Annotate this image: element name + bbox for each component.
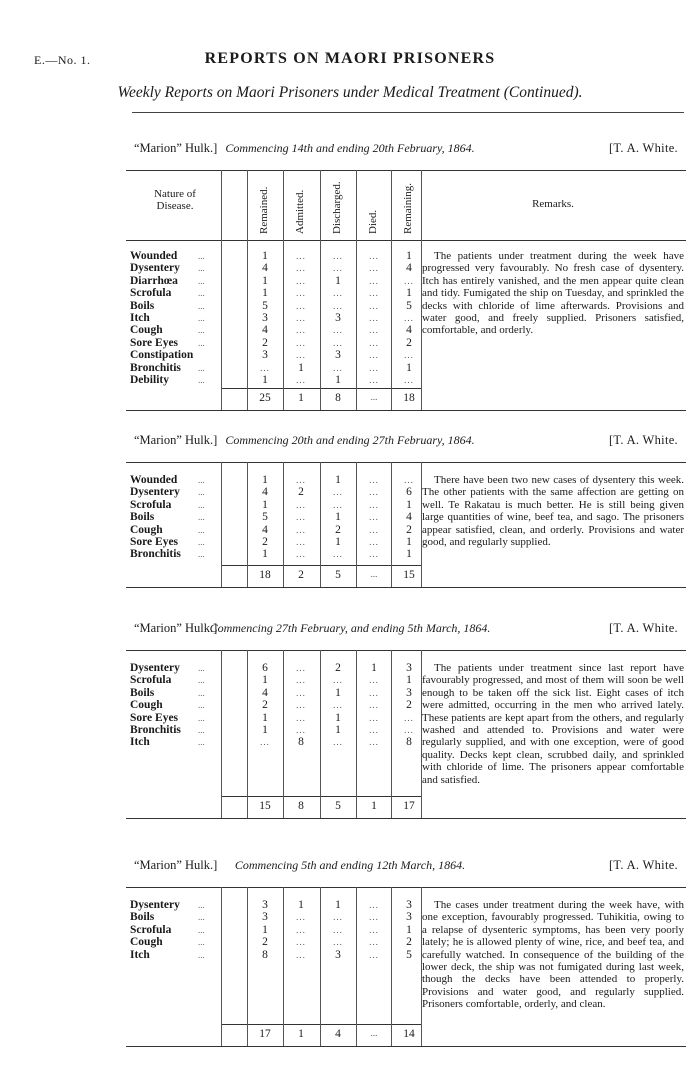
table-cell: 1 xyxy=(298,361,304,374)
disease-name: Debility xyxy=(130,374,169,386)
leader-dots: ... xyxy=(198,924,205,935)
leader-dots: ... xyxy=(198,712,205,723)
leader-dots: ... xyxy=(198,675,205,686)
table-cell: 5 xyxy=(406,948,412,961)
table-cell: ... xyxy=(333,288,343,299)
leader-dots: ... xyxy=(198,663,205,673)
disease-name: Scrofula xyxy=(130,287,172,300)
leader-dots: ... xyxy=(198,499,205,510)
table-cell: 1 xyxy=(371,662,377,674)
disease-name: Itch xyxy=(130,736,150,749)
table-cell: ... xyxy=(296,300,306,311)
table-cell: 6 xyxy=(262,662,268,674)
table-cell: ... xyxy=(333,700,343,711)
table-cell: 2 xyxy=(262,936,268,949)
report-table xyxy=(126,170,686,410)
total-cell: 5 xyxy=(335,800,341,812)
leader-dots: ... xyxy=(198,737,205,748)
medical-officer: [T. A. White. xyxy=(608,621,678,635)
disease-name: Itch xyxy=(130,312,150,324)
table-cell: ... xyxy=(333,362,343,373)
table-cell: ... xyxy=(369,924,379,935)
table-cell: ... xyxy=(369,512,379,523)
table-cell: 1 xyxy=(262,474,268,486)
total-cell: 5 xyxy=(335,568,341,581)
table-bottom-rule xyxy=(126,1046,686,1047)
table-cell: 1 xyxy=(262,711,268,724)
disease-name: Dysentery xyxy=(130,662,180,674)
page-subtitle: Weekly Reports on Maori Prisoners under Medical Treatment (Continued). xyxy=(117,84,583,101)
table-cell: ... xyxy=(260,737,270,748)
table-cell: 1 xyxy=(406,361,412,374)
table-cell: 4 xyxy=(406,324,412,337)
table-cell: 2 xyxy=(262,699,268,712)
disease-name: Boils xyxy=(130,511,155,524)
remarks-text xyxy=(422,474,684,548)
table-cell: ... xyxy=(333,924,343,935)
table-bottom-rule xyxy=(126,587,686,588)
disease-name: Scrofula xyxy=(130,674,172,687)
table-cell: ... xyxy=(369,937,379,948)
table-cell: 2 xyxy=(335,523,341,536)
table-cell: 1 xyxy=(335,686,341,699)
table-cell: 3 xyxy=(262,349,268,362)
total-cell: 25 xyxy=(259,392,271,405)
column-header-admitted: Admitted. xyxy=(294,189,306,234)
medical-officer: [T. A. White. xyxy=(608,141,678,155)
remarks-paragraph: The patients under treatment since last report have favourably progressed, and most of them will soon be well enough to be taken off the sick list. Eight cases of itch were admitted, occurring in the men who arrived lately. These patients are kept apart from the others, and regularly washed and attended to. Provisions and water were regularly supplied, and with one exception, were of good quality. Decks kept clean, scrubbed daily, and sprinkled with chloride of lime. The prisoners appear comfortable and satisfied. xyxy=(422,662,684,786)
table-cell: 3 xyxy=(262,899,268,911)
column-rule xyxy=(221,462,222,587)
table-cell: 1 xyxy=(335,711,341,724)
table-cell: 6 xyxy=(406,486,412,499)
leader-dots: ... xyxy=(198,900,205,910)
disease-name: Wounded xyxy=(130,250,178,262)
remarks-column-header: Remarks. xyxy=(532,198,574,210)
table-cell: ... xyxy=(296,263,306,274)
table-cell: ... xyxy=(296,375,306,385)
table-cell: ... xyxy=(296,537,306,547)
table-cell: ... xyxy=(296,275,306,286)
page-reference: E.—No. 1. xyxy=(34,53,91,67)
total-cell: 17 xyxy=(259,1028,271,1040)
report-header xyxy=(0,857,700,877)
disease-name: Sore Eyes xyxy=(130,336,179,349)
table-cell: 4 xyxy=(262,686,268,699)
leader-dots: ... xyxy=(198,512,205,523)
table-cell: 1 xyxy=(406,250,412,262)
leader-dots: ... xyxy=(198,275,205,286)
report-period: Commencing 27th February, and ending 5th March, 1864. xyxy=(209,621,491,635)
table-cell: 8 xyxy=(298,736,304,749)
table-cell: 1 xyxy=(262,250,268,262)
table-cell: ... xyxy=(404,712,414,723)
table-cell: 8 xyxy=(262,948,268,961)
table-cell: 2 xyxy=(406,936,412,949)
disease-name: Scrofula xyxy=(130,923,172,936)
table-cell: 1 xyxy=(335,536,341,548)
total-cell: 14 xyxy=(403,1028,415,1040)
table-cell: ... xyxy=(333,251,343,261)
remarks-text xyxy=(422,250,684,337)
table-cell: ... xyxy=(296,937,306,948)
leader-dots: ... xyxy=(198,375,205,385)
header-rule xyxy=(126,240,686,241)
table-cell: ... xyxy=(296,524,306,535)
leader-dots: ... xyxy=(198,263,205,274)
table-cell: ... xyxy=(333,263,343,274)
table-cell: ... xyxy=(333,912,343,923)
total-cell: ... xyxy=(370,1028,378,1038)
table-cell: ... xyxy=(369,737,379,748)
table-cell: ... xyxy=(369,537,379,547)
table-cell: ... xyxy=(369,949,379,960)
table-cell: 3 xyxy=(406,899,412,911)
table-cell: ... xyxy=(369,288,379,299)
disease-column-header: Nature of Disease. xyxy=(154,188,196,212)
disease-name: Boils xyxy=(130,911,155,924)
table-cell: 3 xyxy=(406,686,412,699)
table-cell: ... xyxy=(369,524,379,535)
table-cell: ... xyxy=(369,700,379,711)
report-header xyxy=(0,140,700,160)
table-cell: 3 xyxy=(262,312,268,324)
table-cell: 3 xyxy=(406,911,412,924)
total-cell: 18 xyxy=(403,392,415,405)
table-cell: 5 xyxy=(262,511,268,524)
column-rule xyxy=(221,170,222,410)
leader-dots: ... xyxy=(198,725,205,735)
table-cell: ... xyxy=(296,350,306,361)
table-cell: 1 xyxy=(406,923,412,936)
table-cell: ... xyxy=(296,499,306,510)
remarks-paragraph: The patients under treatment during the week have progressed very favourably. No fresh case of dysentery. Itch has entirely vanished, and the men appear quite clean and tidy. Fumigated the ship on Tuesday, and sprinkled the decks with chloride of lime afterwards. Provisions and water good, and freely supplied. Prisoners satisfied, comfortable, and orderly. xyxy=(422,250,684,337)
total-cell: 8 xyxy=(298,800,304,812)
total-cell: 15 xyxy=(259,800,271,812)
ship-name: “Marion” Hulk.] xyxy=(134,621,218,635)
total-cell: 1 xyxy=(298,1028,304,1040)
table-cell: ... xyxy=(404,375,414,385)
leader-dots: ... xyxy=(198,687,205,698)
table-cell: ... xyxy=(296,924,306,935)
table-cell: 1 xyxy=(406,536,412,548)
disease-name: Cough xyxy=(130,523,163,536)
report-period: Commencing 14th and ending 20th February, 1864. xyxy=(225,141,475,155)
disease-name: Dysentery xyxy=(130,486,180,499)
table-cell: 1 xyxy=(262,374,268,386)
table-cell: ... xyxy=(369,687,379,698)
table-cell: 1 xyxy=(335,474,341,486)
table-cell: ... xyxy=(369,362,379,373)
table-cell: ... xyxy=(333,549,343,560)
table-cell: ... xyxy=(404,350,414,361)
table-top-rule xyxy=(126,650,686,651)
table-cell: 3 xyxy=(335,948,341,961)
table-cell: ... xyxy=(369,912,379,923)
total-cell: 2 xyxy=(298,568,304,581)
disease-name: Constipation xyxy=(130,349,194,362)
table-cell: ... xyxy=(296,687,306,698)
column-rule xyxy=(221,650,222,818)
total-cell: 17 xyxy=(403,800,415,812)
table-cell: ... xyxy=(369,475,379,485)
ship-name: “Marion” Hulk.] xyxy=(134,433,218,447)
ship-name: “Marion” Hulk.] xyxy=(134,858,218,872)
leader-dots: ... xyxy=(198,300,205,311)
table-cell: 2 xyxy=(335,662,341,674)
table-top-rule xyxy=(126,887,686,888)
table-cell: ... xyxy=(296,549,306,560)
total-cell: 4 xyxy=(335,1028,341,1040)
table-cell: ... xyxy=(296,700,306,711)
table-cell: ... xyxy=(296,288,306,299)
medical-officer: [T. A. White. xyxy=(608,433,678,447)
table-top-rule xyxy=(126,170,686,171)
table-cell: ... xyxy=(333,937,343,948)
table-cell: ... xyxy=(369,675,379,686)
total-cell: 1 xyxy=(371,800,377,812)
disease-name: Dysentery xyxy=(130,899,180,911)
disease-name: Boils xyxy=(130,299,155,312)
table-cell: 3 xyxy=(335,349,341,362)
leader-dots: ... xyxy=(198,949,205,960)
disease-name: Bronchitis xyxy=(130,548,181,561)
table-cell: ... xyxy=(369,350,379,361)
leader-dots: ... xyxy=(198,362,205,373)
column-header-discharged: Discharged. xyxy=(331,181,343,234)
report-period: Commencing 20th and ending 27th February, 1864. xyxy=(225,433,475,447)
table-bottom-rule xyxy=(126,818,686,819)
disease-name: Bronchitis xyxy=(130,724,181,736)
medical-officer: [T. A. White. xyxy=(608,858,678,872)
table-cell: ... xyxy=(404,275,414,286)
table-cell: ... xyxy=(369,263,379,274)
table-cell: ... xyxy=(296,337,306,348)
table-cell: ... xyxy=(369,313,379,323)
table-cell: ... xyxy=(369,900,379,910)
disease-name: Itch xyxy=(130,948,150,961)
table-cell: ... xyxy=(404,313,414,323)
leader-dots: ... xyxy=(198,475,205,485)
leader-dots: ... xyxy=(198,288,205,299)
table-cell: 2 xyxy=(298,486,304,499)
table-cell: 1 xyxy=(262,274,268,287)
total-cell: 15 xyxy=(403,568,415,581)
table-cell: 1 xyxy=(335,899,341,911)
column-header-died: Died. xyxy=(367,209,379,234)
table-cell: 1 xyxy=(406,498,412,511)
table-cell: ... xyxy=(296,325,306,336)
table-cell: ... xyxy=(296,725,306,735)
table-cell: ... xyxy=(296,712,306,723)
table-cell: ... xyxy=(333,337,343,348)
table-cell: 2 xyxy=(406,699,412,712)
table-cell: ... xyxy=(333,487,343,498)
table-cell: ... xyxy=(369,725,379,735)
report-table xyxy=(126,650,686,818)
column-header-remaining: Remaining. xyxy=(402,182,414,234)
table-cell: 1 xyxy=(262,923,268,936)
table-cell: ... xyxy=(369,549,379,560)
table-cell: ... xyxy=(369,712,379,723)
report-period: Commencing 5th and ending 12th March, 1864. xyxy=(234,858,466,872)
report-table xyxy=(126,462,686,587)
column-header-remained: Remained. xyxy=(258,186,270,234)
leader-dots: ... xyxy=(198,337,205,348)
table-cell: ... xyxy=(296,663,306,673)
table-cell: 1 xyxy=(262,498,268,511)
leader-dots: ... xyxy=(198,937,205,948)
leader-dots: ... xyxy=(198,251,205,261)
page-title: REPORTS ON MAORI PRISONERS xyxy=(204,50,496,67)
disease-name: Diarrhœa xyxy=(130,274,178,287)
table-cell: 4 xyxy=(262,262,268,275)
remarks-text xyxy=(422,662,684,786)
leader-dots: ... xyxy=(198,700,205,711)
disease-name: Bronchitis xyxy=(130,361,181,374)
table-cell: 5 xyxy=(406,299,412,312)
disease-name: Wounded xyxy=(130,474,178,486)
table-cell: ... xyxy=(369,487,379,498)
table-cell: 1 xyxy=(335,511,341,524)
table-cell: ... xyxy=(369,499,379,510)
table-cell: ... xyxy=(260,362,270,373)
table-cell: ... xyxy=(296,512,306,523)
disease-name: Scrofula xyxy=(130,498,172,511)
leader-dots: ... xyxy=(198,487,205,498)
table-cell: 4 xyxy=(406,262,412,275)
total-cell: ... xyxy=(370,568,378,579)
report-header xyxy=(0,432,700,452)
disease-name: Cough xyxy=(130,324,163,337)
table-cell: 3 xyxy=(335,312,341,324)
table-cell: 4 xyxy=(262,324,268,337)
disease-name: Cough xyxy=(130,699,163,712)
total-cell: ... xyxy=(370,392,378,403)
disease-name: Dysentery xyxy=(130,262,180,275)
title-rule xyxy=(132,112,684,113)
leader-dots: ... xyxy=(198,313,205,323)
table-cell: 1 xyxy=(406,548,412,561)
report-table xyxy=(126,887,686,1046)
disease-name: Boils xyxy=(130,686,155,699)
column-rule xyxy=(221,887,222,1046)
table-cell: 1 xyxy=(262,548,268,561)
table-cell: 2 xyxy=(406,523,412,536)
table-cell: ... xyxy=(369,375,379,385)
table-cell: 1 xyxy=(262,724,268,736)
leader-dots: ... xyxy=(198,537,205,547)
table-cell: 1 xyxy=(406,287,412,300)
disease-name: Cough xyxy=(130,936,163,949)
table-cell: ... xyxy=(404,475,414,485)
table-cell: 4 xyxy=(262,523,268,536)
table-cell: ... xyxy=(296,313,306,323)
table-cell: 8 xyxy=(406,736,412,749)
table-cell: ... xyxy=(369,300,379,311)
table-cell: ... xyxy=(369,251,379,261)
leader-dots: ... xyxy=(198,549,205,560)
table-cell: ... xyxy=(404,725,414,735)
table-cell: 2 xyxy=(262,536,268,548)
table-cell: 3 xyxy=(262,911,268,924)
table-cell: 2 xyxy=(262,336,268,349)
leader-dots: ... xyxy=(198,912,205,923)
table-cell: ... xyxy=(333,325,343,336)
table-cell: 4 xyxy=(262,486,268,499)
leader-dots: ... xyxy=(198,325,205,336)
table-cell: 5 xyxy=(262,299,268,312)
table-cell: ... xyxy=(333,737,343,748)
table-cell: ... xyxy=(369,275,379,286)
table-cell: ... xyxy=(296,251,306,261)
table-cell: ... xyxy=(369,325,379,336)
table-cell: ... xyxy=(369,337,379,348)
table-bottom-rule xyxy=(126,410,686,411)
remarks-paragraph: There have been two new cases of dysentery this week. The other patients with the same affection are getting on well. Te Rakatau is much better. He is still being given large quantities of wine, beef tea, and sago. The prisoners appear satisfied, clean, and orderly. Provisions and water good, and regularly supplied. xyxy=(422,474,684,549)
remarks-paragraph: The cases under treatment during the week have, with one exception, favourably progressed. Tuhikitia, owing to a relapse of dysenteric symptoms, has been very poorly lately; he is allowed plenty of wine, rice, and beef tea, and carefully watched. In consequence of the building of the lower deck, the ship was not fumigated during last week, though the decks have been attended to properly. Provisions and water good, and regularly supplied. Prisoners comfortable, orderly, and clean. xyxy=(422,899,684,1011)
table-cell: 1 xyxy=(262,674,268,687)
total-cell: 1 xyxy=(298,392,304,405)
table-cell: 1 xyxy=(262,287,268,300)
table-cell: ... xyxy=(333,675,343,686)
table-cell: 1 xyxy=(335,724,341,736)
table-cell: 3 xyxy=(406,662,412,674)
table-cell: 1 xyxy=(406,674,412,687)
table-cell: 2 xyxy=(406,336,412,349)
table-cell: ... xyxy=(296,475,306,485)
table-cell: ... xyxy=(296,675,306,686)
disease-name: Sore Eyes xyxy=(130,536,179,548)
ship-name: “Marion” Hulk.] xyxy=(134,141,218,155)
table-cell: 4 xyxy=(406,511,412,524)
remarks-text xyxy=(422,899,684,1011)
table-top-rule xyxy=(126,462,686,463)
table-cell: ... xyxy=(296,912,306,923)
total-cell: 8 xyxy=(335,392,341,405)
disease-name: Sore Eyes xyxy=(130,711,179,724)
table-cell: ... xyxy=(333,300,343,311)
table-cell: 1 xyxy=(335,374,341,386)
table-cell: 1 xyxy=(298,899,304,911)
table-cell: ... xyxy=(333,499,343,510)
total-cell: 18 xyxy=(259,568,271,581)
report-header xyxy=(0,620,700,640)
table-cell: ... xyxy=(296,949,306,960)
table-cell: 1 xyxy=(335,274,341,287)
leader-dots: ... xyxy=(198,524,205,535)
